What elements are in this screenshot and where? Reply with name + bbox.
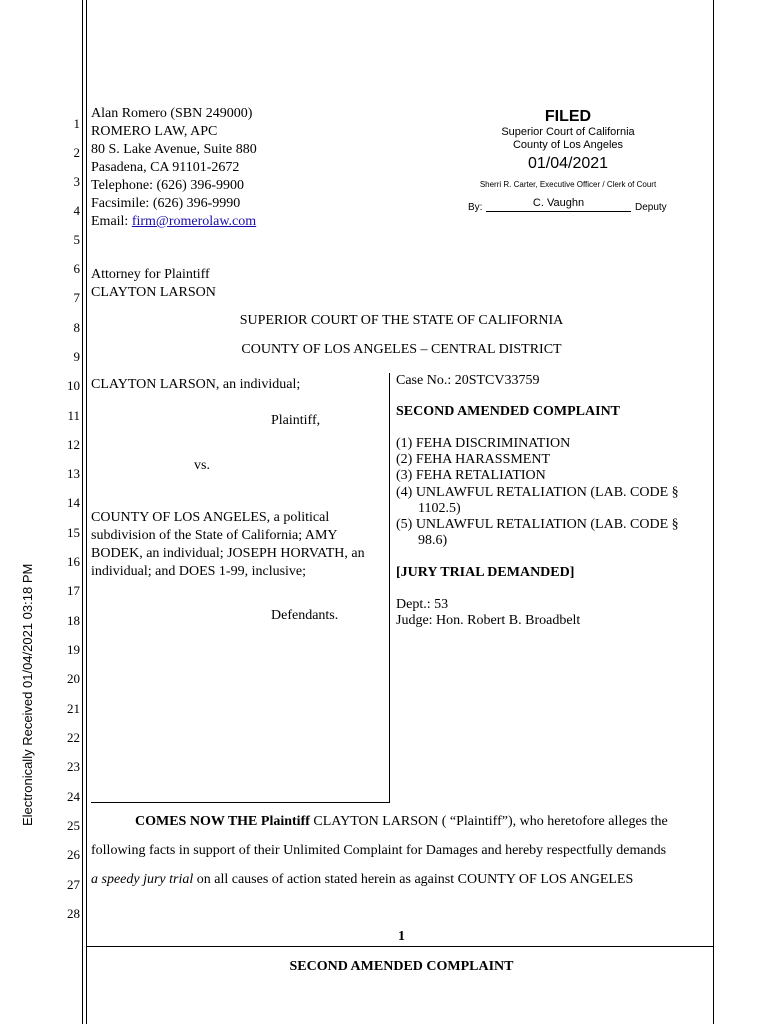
attorney-address-1: 80 S. Lake Avenue, Suite 880	[91, 142, 257, 157]
footer-rule	[86, 946, 714, 947]
cause-of-action: (5) UNLAWFUL RETALIATION (LAB. CODE §	[396, 517, 679, 532]
caption-bottom-rule	[91, 802, 390, 803]
filed-court: Superior Court of California	[501, 126, 635, 138]
line-number: 2	[73, 145, 80, 160]
attorney-facsimile: Facsimile: (626) 396-9990	[91, 196, 241, 211]
body-line-2: following facts in support of their Unlimited Complaint for Damages and hereby respectfully demands	[91, 843, 667, 858]
line-number: 12	[67, 437, 80, 452]
attorney-firm: ROMERO LAW, APC	[91, 124, 218, 139]
electronic-receipt-stamp: Electronically Received 01/04/2021 03:18 PM	[20, 563, 35, 826]
email-label: Email:	[91, 214, 132, 229]
line-number: 4	[73, 203, 80, 218]
line-number: 24	[67, 789, 80, 804]
line-number: 20	[67, 671, 80, 686]
page-number: 1	[398, 929, 405, 944]
cause-of-action: (4) UNLAWFUL RETALIATION (LAB. CODE §	[396, 485, 679, 500]
body-bold-lead: COMES NOW THE Plaintiff	[135, 814, 310, 829]
line-number: 10	[67, 378, 80, 393]
attorney-email-row	[91, 214, 256, 230]
line-number: 11	[67, 408, 80, 423]
filed-officer: Sherri R. Carter, Executive Officer / Clerk of Court	[479, 180, 657, 189]
attorney-telephone: Telephone: (626) 396-9900	[91, 178, 244, 193]
line-number: 16	[67, 554, 80, 569]
filed-deputy: Deputy	[635, 202, 667, 213]
line-number: 5	[73, 232, 80, 247]
filed-date: 01/04/2021	[527, 155, 609, 172]
line-number: 6	[73, 261, 80, 276]
line-number: 14	[67, 495, 80, 510]
body-line-3	[91, 872, 633, 888]
line-number: 15	[67, 525, 80, 540]
defendant-line: subdivision of the State of California; AMY	[91, 528, 338, 543]
email-link[interactable]: firm@romerolaw.com	[131, 214, 257, 229]
cause-of-action-cont: 1102.5)	[418, 501, 461, 516]
line-number: 22	[67, 730, 80, 745]
margin-rule-right	[713, 0, 714, 1024]
plaintiff-role: Plaintiff,	[271, 413, 321, 428]
plaintiff-name: CLAYTON LARSON, an individual;	[91, 377, 301, 392]
cause-of-action: (2) FEHA HARASSMENT	[396, 452, 551, 467]
line-number: 26	[67, 847, 80, 862]
line-number: 18	[67, 613, 80, 628]
line-number: 23	[67, 759, 80, 774]
line-number: 9	[73, 349, 80, 364]
judge: Judge: Hon. Robert B. Broadbelt	[396, 613, 581, 628]
line-number: 21	[67, 701, 80, 716]
margin-rule-outer	[82, 0, 83, 1024]
defendant-line: COUNTY OF LOS ANGELES, a political	[91, 510, 330, 525]
defendant-line: BODEK, an individual; JOSEPH HORVATH, an	[91, 546, 365, 561]
court-name: SUPERIOR COURT OF THE STATE OF CALIFORNIA	[239, 313, 564, 328]
jury-demand: [JURY TRIAL DEMANDED]	[396, 565, 575, 580]
line-number: 28	[67, 906, 80, 921]
filed-by-name: C. Vaughn	[486, 197, 631, 212]
line-number: 27	[67, 877, 80, 892]
attorney-address-2: Pasadena, CA 91101-2672	[91, 160, 240, 175]
line-number: 8	[73, 320, 80, 335]
caption-divider	[389, 373, 390, 803]
attorney-for: Attorney for Plaintiff	[91, 267, 210, 282]
defendants-role: Defendants.	[271, 608, 339, 623]
body-line-1	[135, 814, 712, 830]
department: Dept.: 53	[396, 597, 449, 612]
line-number: 25	[67, 818, 80, 833]
line-number: 1	[73, 116, 80, 131]
line-number: 3	[73, 174, 80, 189]
attorney-name: Alan Romero (SBN 249000)	[91, 106, 253, 121]
defendant-line: individual; and DOES 1-99, inclusive;	[91, 564, 307, 579]
cause-of-action-cont: 98.6)	[418, 533, 448, 548]
attorney-client: CLAYTON LARSON	[91, 285, 216, 300]
line-number: 7	[73, 290, 80, 305]
filed-county: County of Los Angeles	[512, 139, 624, 151]
case-number: Case No.: 20STCV33759	[396, 373, 540, 388]
court-district: COUNTY OF LOS ANGELES – CENTRAL DISTRICT	[241, 342, 562, 357]
body-text: on all causes of action stated herein as against COUNTY OF LOS ANGELES	[193, 872, 634, 887]
cause-of-action: (1) FEHA DISCRIMINATION	[396, 436, 571, 451]
body-text: CLAYTON LARSON ( “Plaintiff”), who heretofore alleges the	[309, 814, 668, 829]
margin-rule-inner	[86, 0, 87, 1024]
line-number: 13	[67, 466, 80, 481]
filed-title: FILED	[544, 108, 592, 125]
footer-title: SECOND AMENDED COMPLAINT	[289, 959, 514, 974]
document-title: SECOND AMENDED COMPLAINT	[396, 404, 621, 419]
line-number: 17	[67, 583, 80, 598]
versus: vs.	[194, 458, 210, 473]
body-italic: a speedy jury trial	[91, 872, 194, 887]
cause-of-action: (3) FEHA RETALIATION	[396, 468, 546, 483]
filed-by-label: By:	[468, 202, 483, 213]
line-number: 19	[67, 642, 80, 657]
